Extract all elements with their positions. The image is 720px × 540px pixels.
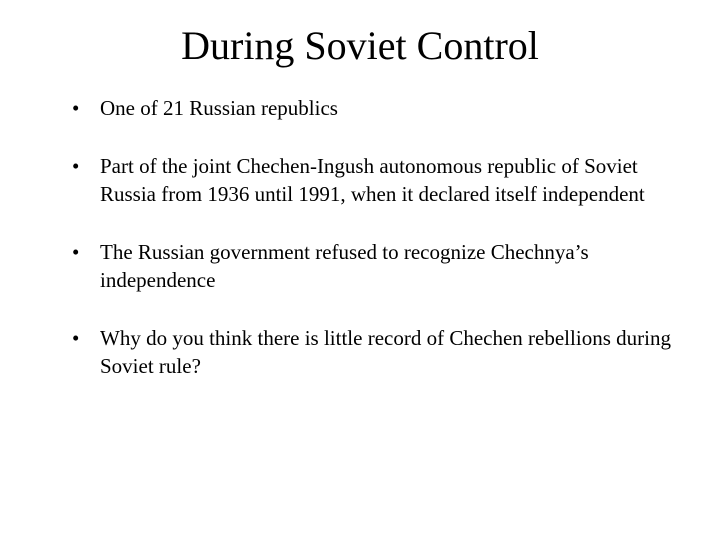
list-item	[72, 324, 682, 380]
bullet-icon: •	[72, 96, 80, 120]
slide-title: During Soviet Control	[181, 23, 539, 68]
bullet-text: Why do you think there is little record of Chechen rebellions during Soviet rule?	[100, 326, 671, 378]
bullet-text: The Russian government refused to recognize Chechnya’s independence	[100, 240, 589, 292]
list-item	[72, 152, 682, 208]
bullet-list	[72, 94, 682, 380]
bullet-icon: •	[72, 154, 80, 178]
bullet-icon: •	[72, 240, 80, 264]
list-item	[72, 238, 682, 294]
bullet-text: One of 21 Russian republics	[100, 96, 338, 120]
list-item	[72, 94, 682, 122]
bullet-icon: •	[72, 326, 80, 350]
bullet-text: Part of the joint Chechen-Ingush autonomous republic of Soviet Russia from 1936 until 1991, when it declared itself independent	[100, 154, 645, 206]
